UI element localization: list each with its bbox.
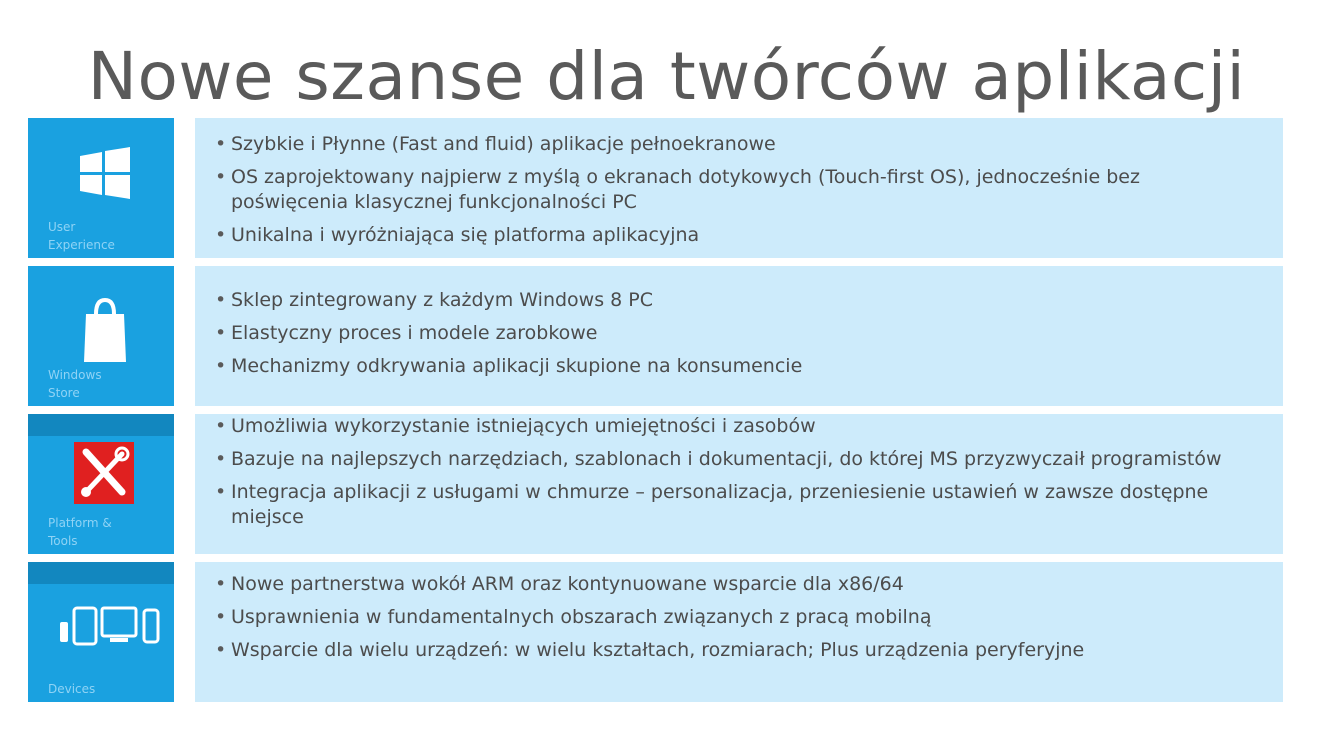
bullet-item: • Umożliwia wykorzystanie istniejących umiejętności i zasobów <box>215 414 1263 439</box>
tile-caption: User Experience <box>48 220 115 252</box>
content-platform-tools <box>195 414 1283 554</box>
tile-band <box>28 562 174 584</box>
bullet-item: • Sklep zintegrowany z każdym Windows 8 PC <box>215 288 1263 313</box>
bullet-item: • Usprawnienia w fundamentalnych obszarach związanych z pracą mobilną <box>215 605 1263 630</box>
bullet-item: • Bazuje na najlepszych narzędziach, szablonach i dokumentacji, do której MS przyzwyczaił programistów <box>215 447 1263 472</box>
section-platform-tools <box>28 414 1283 554</box>
bullet-item: • Unikalna i wyróżniająca się platforma aplikacyjna <box>215 223 1263 248</box>
section-devices <box>28 562 1283 702</box>
tile-caption: Devices <box>48 682 96 696</box>
windows-logo-icon <box>78 146 132 200</box>
bullet-item: • Szybkie i Płynne (Fast and fluid) aplikacje pełnoekranowe <box>215 132 1263 157</box>
bullet-item: • Elastyczny proces i modele zarobkowe <box>215 321 1263 346</box>
tile-devices <box>28 562 174 702</box>
content-user-experience <box>195 118 1283 258</box>
bullet-item: • Nowe partnerstwa wokół ARM oraz kontynuowane wsparcie dla x86/64 <box>215 572 1263 597</box>
tile-band <box>28 414 174 436</box>
tile-caption: Windows Store <box>48 368 102 400</box>
bullet-item: • Wsparcie dla wielu urządzeń: w wielu kształtach, rozmiarach; Plus urządzenia peryferyjne <box>215 638 1263 663</box>
section-user-experience <box>28 118 1283 258</box>
tile-platform-tools <box>28 414 174 554</box>
content-windows-store <box>195 266 1283 406</box>
tile-caption: Platform & Tools <box>48 516 112 548</box>
bullet-item: • Mechanizmy odkrywania aplikacji skupione na konsumencie <box>215 354 1263 379</box>
shopping-bag-icon <box>80 294 130 364</box>
bullet-item: • Integracja aplikacji z usługami w chmurze – personalizacja, przeniesienie ustawień w zawsze dostępne miejsce <box>215 480 1263 530</box>
bullet-item: • OS zaprojektowany najpierw z myślą o ekranach dotykowych (Touch-first OS), jednocześnie bez poświęcenia klasycznej funkcjonalności PC <box>215 165 1263 215</box>
slide-title: Nowe szanse dla twórców aplikacji <box>87 38 1246 115</box>
content-devices <box>195 562 1283 702</box>
tile-user-experience <box>28 118 174 258</box>
tools-icon <box>74 442 134 504</box>
devices-icon <box>58 602 162 650</box>
section-windows-store <box>28 266 1283 406</box>
tile-windows-store <box>28 266 174 406</box>
